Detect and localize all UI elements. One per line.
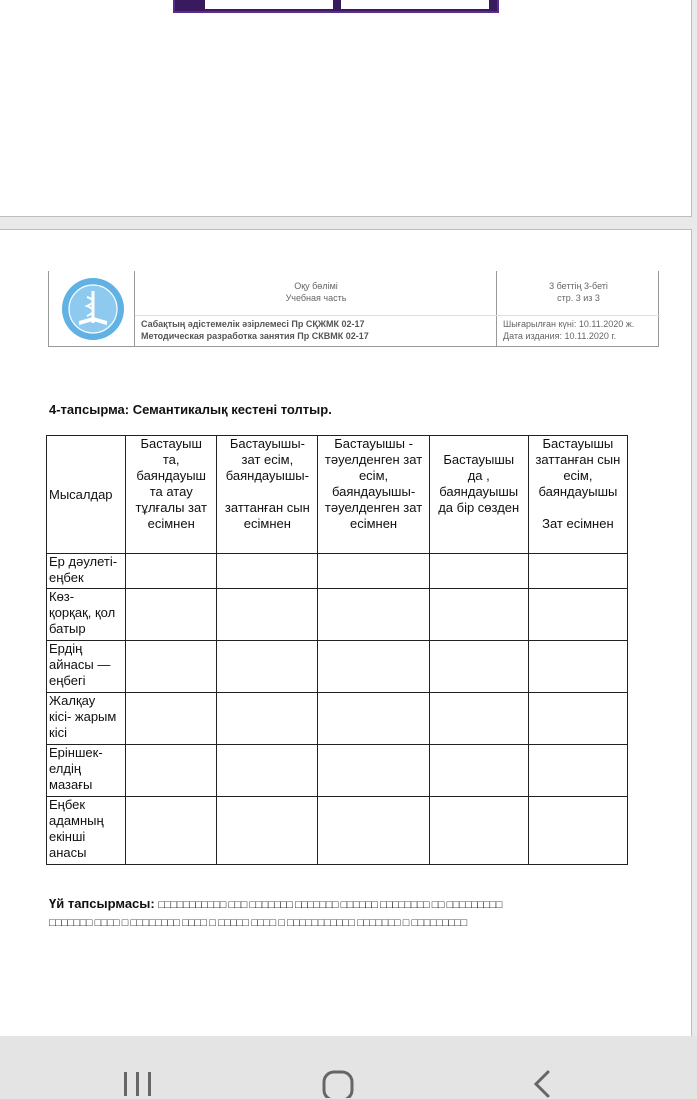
table-row [47,641,628,693]
homework-label: Үй тапсырмасы: [49,896,155,911]
header-line: есім, [563,468,593,483]
answer-cell[interactable] [528,589,627,641]
table-header-row [47,436,628,554]
dev-kz: Сабақтың әдістемелік әзірлемесі Пр СҚЖМК 02-17 [141,319,365,329]
header-line: баяндауышы [538,484,618,499]
header-line [219,484,315,500]
answer-cell[interactable] [528,745,627,797]
answer-cell[interactable] [126,589,217,641]
header-line: тәуелденген зат [324,500,423,515]
dept-ru: Учебная часть [285,293,347,303]
example-line: Еңбек [49,797,86,812]
answer-cell[interactable] [217,641,318,693]
example-line: батыр [49,621,86,636]
homework-text-2: □□□□□□□ □□□□ □ □□□□□□□□ □□□□ □ □□□□□ □□□□ □ □□□□□□□□□□□ □□□□□□□ □ □□□□□□□□□ [49,917,467,929]
issue-date-kz: Шығарылған күні: 10.11.2020 ж. [503,319,635,329]
header-line: заттанған сын [224,500,310,515]
example-line: кісі- жарым [49,709,117,724]
header-col-2 [217,436,318,554]
header-col-1 [126,436,217,554]
answer-cell[interactable] [126,745,217,797]
answer-cell[interactable] [528,797,627,865]
example-line: Көз- [49,589,75,604]
table-row [47,745,628,797]
example-line: екінші [49,829,86,844]
answer-cell[interactable] [217,589,318,641]
header-line: Бастауышы - [334,436,413,451]
header-line: Бастауыш [140,436,202,451]
header-line: есімнен [349,516,398,531]
header-line: Бастауышы- [229,436,305,451]
example-line: Жалқау [49,693,96,708]
answer-cell[interactable] [318,589,429,641]
example-cell [47,589,126,641]
table-row [47,554,628,589]
answer-cell[interactable] [217,554,318,589]
answer-cell[interactable] [217,797,318,865]
task-title: 4-тапсырма: Семантикалық кестені толтыр. [49,402,332,417]
navigation-bar [0,1036,697,1099]
answer-cell[interactable] [429,589,528,641]
answer-cell[interactable] [318,641,429,693]
document-header [48,271,659,347]
header-line: есімнен [147,516,195,531]
college-logo [49,271,135,346]
header-line: Зат есімнен [542,516,614,531]
issue-date-ru: Дата издания: 10.11.2020 г. [503,331,617,341]
answer-cell[interactable] [429,797,528,865]
answer-cell[interactable] [217,745,318,797]
answer-cell[interactable] [528,554,627,589]
recent-apps-icon[interactable] [120,1068,156,1098]
answer-cell[interactable] [126,797,217,865]
back-icon[interactable] [526,1068,556,1098]
header-line: да , [467,468,490,483]
header-line: тәуелденген зат [324,452,423,467]
example-line: Ердің [49,641,83,656]
header-line: Мысалдар [49,486,113,502]
example-line: Ер дәулеті- [49,554,118,569]
header-line: баяндауышы- [331,484,416,499]
answer-cell[interactable] [318,797,429,865]
example-line: анасы [49,845,87,860]
answer-cell[interactable] [429,693,528,745]
header-line: та атау [149,484,193,499]
answer-cell[interactable] [429,641,528,693]
example-cell [47,797,126,865]
header-col-5 [528,436,627,554]
example-cell [47,693,126,745]
header-line: Бастауышы [443,452,515,467]
header-col-4 [429,436,528,554]
table-row [47,589,628,641]
answer-cell[interactable] [217,693,318,745]
divider [135,315,497,316]
table-row [47,693,628,745]
answer-cell[interactable] [126,554,217,589]
header-line: та, [162,452,180,467]
home-icon[interactable] [320,1068,356,1098]
example-line: Еріншек- [49,745,103,760]
header-right [497,271,660,346]
answer-cell[interactable] [318,693,429,745]
header-line: есім, [358,468,389,483]
example-line: елдің [49,761,82,776]
header-line: тұлғалы зат [135,500,207,515]
answer-cell[interactable] [528,641,627,693]
header-line: баяндауышы- [225,468,309,483]
example-cell [47,641,126,693]
example-line: мазағы [49,777,93,792]
page-number-kz: 3 беттің 3-беті [549,281,608,291]
answer-cell[interactable] [126,641,217,693]
header-line [531,500,625,516]
header-line: баяндауыш [136,468,206,483]
homework-line [49,896,502,911]
header-line: зат есім, [241,452,294,467]
page-number-ru: стр. 3 из 3 [557,293,600,303]
answer-cell[interactable] [318,745,429,797]
answer-cell[interactable] [318,554,429,589]
answer-cell[interactable] [528,693,627,745]
header-line: есімнен [243,516,291,531]
example-line: қорқақ, қол [49,605,116,620]
example-line: еңбек [49,570,84,585]
example-cell [47,745,126,797]
header-line: заттанған сын [535,452,621,467]
divider [497,315,660,316]
medical-emblem-icon [49,271,135,346]
semantic-table [46,435,628,865]
dept-kz: Оқу бөлімі [294,281,338,291]
header-line: баяндауышы [439,484,519,499]
example-line: кісі [49,725,67,740]
purple-frame-cell [205,0,333,9]
dev-ru: Методическая разработка занятия Пр СКВМК 02-17 [141,331,369,341]
answer-cell[interactable] [429,745,528,797]
header-line: Бастауышы [542,436,614,451]
purple-image-fragment [173,0,499,13]
table-row [47,797,628,865]
answer-cell[interactable] [126,693,217,745]
header-center [135,271,497,346]
example-line: еңбегі [49,673,86,688]
purple-frame-cell [341,0,489,9]
example-line: адамның [49,813,104,828]
header-examples [47,436,126,554]
header-line: да бір сөзден [438,500,520,515]
header-col-3 [318,436,429,554]
homework-text: □□□□□□□□□□□ □□□ □□□□□□□ □□□□□□□ □□□□□□ □□□□□□□□ □□ □□□□□□□□□ [158,899,502,911]
example-line: айнасы — [49,657,111,672]
example-cell [47,554,126,589]
previous-page [0,0,692,217]
answer-cell[interactable] [429,554,528,589]
